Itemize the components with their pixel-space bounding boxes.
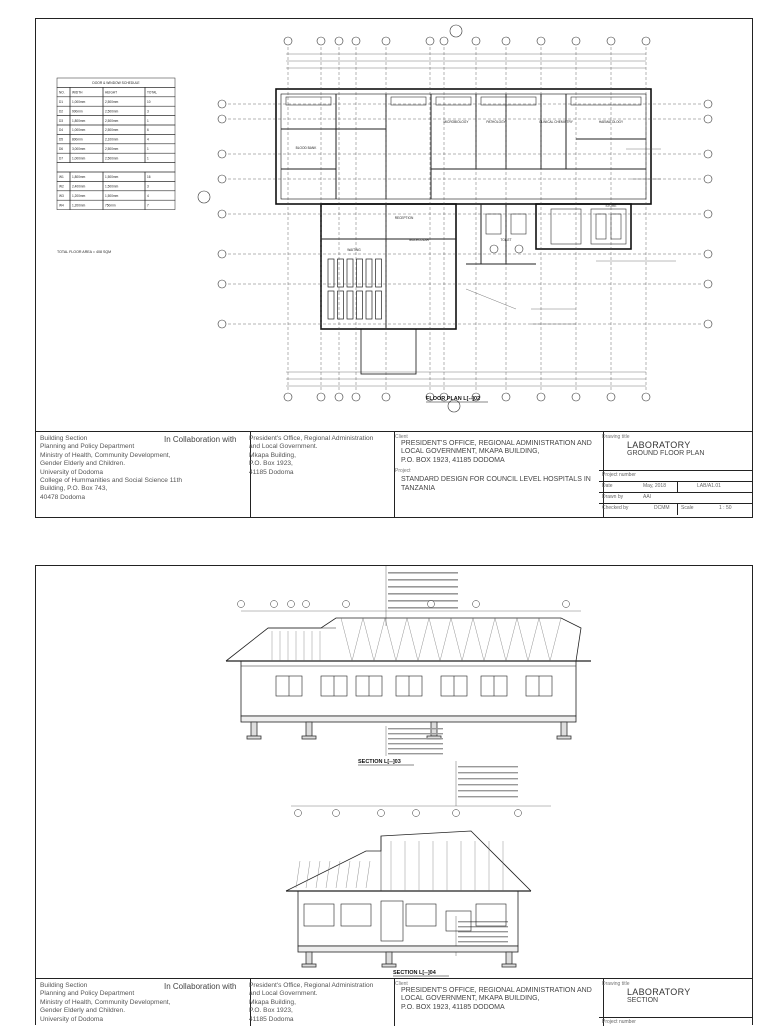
schedule-cell: D6 [59,147,64,151]
note-line [388,733,443,734]
title-block [36,978,752,1026]
owner-line: Ministry of Health, Community Development, [40,451,171,459]
floor-plan-sheet [35,18,753,518]
section-sheet [35,565,753,1025]
grid-bubble [704,115,712,123]
schedule-cell: 3 [147,184,149,189]
grid-bubble [607,37,615,45]
note-line [458,778,518,779]
scale-value: 1 : 50 [719,505,732,511]
project-line: TANZANIA [401,484,436,492]
schedule-cell: D7 [59,156,64,161]
collab-info [246,979,395,1026]
schedule-cell: 2,500mm [105,118,119,123]
client-line: P.O. BOX 1923, 41185 DODOMA [401,1003,505,1011]
schedule-cell: D3 [59,118,64,123]
grid-bubble [288,601,295,608]
note-line [458,936,508,937]
client-line: LOCAL GOVERNMENT, MKAPA BUILDING, [401,995,540,1003]
grid-bubble [428,601,435,608]
owner-line: Gender Elderly and Children. [40,1007,126,1015]
grid-bubble [704,175,712,183]
bench [347,259,353,287]
checked-by-label: Checked by [602,505,629,511]
grid-bubble [218,320,226,328]
grid-bubble [473,601,480,608]
schedule-cell: 1,800mm [72,175,86,180]
room-label: CLINICAL CHEMISTRY [539,120,573,124]
owner-line: Planning and Policy Department [40,443,135,451]
collab-info [246,432,395,518]
checked-by-row [599,503,752,515]
grid-bubble [572,37,580,45]
schedule-cell: 750mm [105,203,116,208]
client-project-info [391,432,604,518]
floor-plan-caption: FLOOR PLAN L[--]02 [426,396,481,402]
date-label: Date [602,483,613,489]
note-line [458,766,518,767]
title-block [36,431,752,518]
schedule-cell: 1 [147,147,149,151]
project-number-label: Project number [602,1019,636,1025]
schedule-cell: W4 [59,203,64,208]
note-line [388,593,458,595]
grid-bubble [472,37,480,45]
schedule-cell: 4 [147,194,149,198]
schedule-cell: W3 [59,194,64,198]
schedule-cell: D2 [59,109,64,114]
project-number-label: Project number [602,472,636,478]
drawing-title: LABORATORY [627,440,691,450]
grid-bubble [333,810,340,817]
room-label: BLOOD BANK [295,146,317,150]
note-line [388,728,443,729]
collab-line: President's Office, Regional Administration [249,435,374,442]
note-line [388,586,458,588]
drawing-title: LABORATORY [627,987,691,997]
schedule-cell: 2,100mm [105,137,119,142]
schedule-cell: 1,800mm [72,118,86,123]
grid-bubble [704,210,712,218]
room-label: PATHOLOGY [486,120,506,124]
collab-line: and Local Government. [249,990,318,998]
client-project-info [391,979,604,1026]
note-line [388,607,458,609]
bench [366,291,372,319]
schedule-cell: 800mm [72,137,83,142]
collab-line: 41185 Dodoma [249,468,294,476]
client-label: Client [395,981,408,987]
grid-bubble [378,810,385,817]
schedule-cell: 10 [147,100,151,104]
collab-line: Mkapa Building, [249,998,296,1006]
bench [366,259,372,287]
section-drawing [36,566,752,978]
note-line [458,921,508,922]
drawing-info [599,432,752,518]
grid-bubble [335,37,343,45]
collab-line: P.O. Box 1923, [249,460,293,468]
room-label: RECEPTION [394,216,414,220]
client-line: PRESIDENT'S OFFICE, REGIONAL ADMINISTRATION AND [401,440,592,447]
grid-bubble [502,393,510,401]
schedule-cell: 2,500mm [105,109,119,114]
drawing-subtitle: GROUND FLOOR PLAN [627,450,705,457]
drawn-by-value: AAI [643,494,652,500]
schedule-cell: 1,500mm [105,184,119,189]
checked-by-value: DCMM [654,505,670,511]
grid-bubble [537,37,545,45]
grid-bubble [453,810,460,817]
bench [357,259,363,287]
schedule-title: DOOR & WINDOW SCHEDULE [92,81,140,86]
schedule-cell: 2,500mm [105,147,119,151]
owner-info [36,432,251,518]
note-line [388,738,443,739]
drawing-title-label: Drawing title [602,981,630,987]
grid-bubble [704,150,712,158]
schedule-cell: 1,000mm [72,100,86,104]
grid-bubble [284,393,292,401]
room-label: TOILET [500,238,512,242]
grid-bubble [317,37,325,45]
schedule-cell: 2,500mm [105,100,119,104]
schedule-cell: 2,400mm [72,184,86,189]
schedule-cell: 1,000mm [72,156,86,161]
grid-bubble [218,210,226,218]
grid-bubble [704,280,712,288]
grid-bubble [218,150,226,158]
grid-bubble [413,810,420,817]
grid-bubble [642,393,650,401]
bench [357,291,363,319]
note-line [458,796,518,797]
schedule-cell: D1 [59,100,64,104]
schedule-cell: 3 [147,109,149,114]
room-label: STORE [605,204,617,208]
grid-bubble [303,601,310,608]
grid-bubble [352,393,360,401]
collab-line: P.O. Box 1923, [249,1007,293,1015]
client-line: PRESIDENT'S OFFICE, REGIONAL ADMINISTRATION AND [401,987,592,994]
bench [338,291,344,319]
note-line [388,572,458,574]
bench [328,259,334,287]
grid-bubble [218,175,226,183]
grid-bubble [704,250,712,258]
schedule-header-cell: HEIGHT [105,90,118,95]
grid-bubble [642,37,650,45]
schedule-cell: 6 [147,128,149,133]
schedule-cell: 1,200mm [72,194,86,198]
room-label: WAITING [347,248,361,252]
grid-bubble [317,393,325,401]
grid-bubble [704,320,712,328]
room-label: MOLECULAR [409,238,429,242]
schedule-header-cell: NO. [59,90,65,95]
note-line [458,941,508,942]
grid-bubble [335,393,343,401]
schedule-cell: 1 [147,156,149,161]
schedule-cell: 1 [147,118,149,123]
schedule-cell: 3,000mm [72,147,86,151]
owner-line: Ministry of Health, Community Development, [40,998,171,1006]
owner-line: Planning and Policy Department [40,990,135,998]
note-line [388,743,443,744]
schedule-cell: W2 [59,184,64,189]
note-line [388,748,443,749]
grid-bubble [572,393,580,401]
grid-bubble [382,393,390,401]
note-line [458,772,518,773]
schedule-cell: D4 [59,128,64,133]
client-line: P.O. BOX 1923, 41185 DODOMA [401,456,505,464]
schedule-cell: 1,000mm [72,128,86,133]
owner-line: College of Hummanities and Social Science 11th [40,477,183,485]
collab-line: Mkapa Building, [249,451,296,459]
total-floor-area: TOTAL FLOOR AREA = 408 SQM [57,250,112,254]
grid-bubble [426,37,434,45]
owner-line: 40478 Dodoma [40,493,86,501]
grid-bubble [515,810,522,817]
schedule-cell: 1,500mm [105,194,119,198]
grid-bubble [218,250,226,258]
scale-label: Scale [681,505,694,511]
grid-bubble [502,37,510,45]
client-label: Client [395,434,408,440]
project-number-row [599,1017,752,1026]
collab-label: In Collaboration with [164,982,237,991]
date-value: May, 2018 [643,483,666,489]
schedule-cell: 16 [147,175,151,180]
grid-bubble [284,37,292,45]
owner-line: University of Dodoma [40,468,104,476]
collab-line: President's Office, Regional Administration [249,982,374,989]
grid-bubble [218,280,226,288]
drawing-subtitle: SECTION [627,997,659,1004]
drawing-title-label: Drawing title [602,434,630,440]
grid-bubble [607,393,615,401]
project-label: Project [395,468,411,475]
client-line: LOCAL GOVERNMENT, MKAPA BUILDING, [401,448,540,456]
door-window-schedule [57,78,175,210]
room-label: HAEMATOLOGY [598,120,624,124]
owner-line: Building, P.O. Box 743, [40,485,108,493]
collab-label: In Collaboration with [164,435,237,444]
grid-bubble [343,601,350,608]
room-label: MICROBIOLOGY [443,120,469,124]
owner-line: Gender Elderly and Children. [40,460,126,468]
drawn-by-label: Drawn by [602,494,624,500]
grid-bubble [563,601,570,608]
bench [376,291,382,319]
collab-line: and Local Government. [249,443,318,451]
grid-bubble [537,393,545,401]
sheet-number: LAB/A1.01 [697,483,721,489]
north-marker [450,25,462,37]
schedule-header-cell: WIDTH [72,90,83,95]
grid-bubble [440,37,448,45]
grid-bubble [218,115,226,123]
section-03-caption: SECTION L[--]03 [358,759,401,765]
collab-line: 41185 Dodoma [249,1015,294,1023]
schedule-cell: W1 [59,175,64,180]
section-marker [198,191,210,203]
schedule-cell: 1,500mm [105,175,119,180]
note-line [458,790,518,791]
section-04-caption: SECTION L[--]04 [393,970,436,976]
project-line: STANDARD DESIGN FOR COUNCIL LEVEL HOSPITALS IN [401,476,591,484]
drawing-info [599,979,752,1026]
owner-line: Building Section [40,435,88,442]
schedule-cell: 2,500mm [105,156,119,161]
floor-plan-drawing [36,19,752,431]
grid-bubble [704,100,712,108]
schedule-cell: 1,200mm [72,203,86,208]
grid-bubble [382,37,390,45]
bench [347,291,353,319]
grid-bubble [352,37,360,45]
schedule-cell: 900mm [72,109,83,114]
note-line [388,600,458,602]
schedule-cell: D5 [59,137,64,142]
schedule-cell: 4 [147,137,149,142]
owner-line: University of Dodoma [40,1015,104,1023]
schedule-cell: 2,500mm [105,128,119,133]
grid-bubble [295,810,302,817]
schedule-cell: 7 [147,203,149,208]
owner-line: Building Section [40,982,88,989]
bench [376,259,382,287]
grid-bubble [218,100,226,108]
grid-bubble [238,601,245,608]
schedule-header-cell: TOTAL [147,90,157,95]
note-line [388,753,443,754]
note-line [458,784,518,785]
grid-bubble [271,601,278,608]
note-line [388,579,458,581]
bench [328,291,334,319]
owner-info [36,979,251,1026]
bench [338,259,344,287]
